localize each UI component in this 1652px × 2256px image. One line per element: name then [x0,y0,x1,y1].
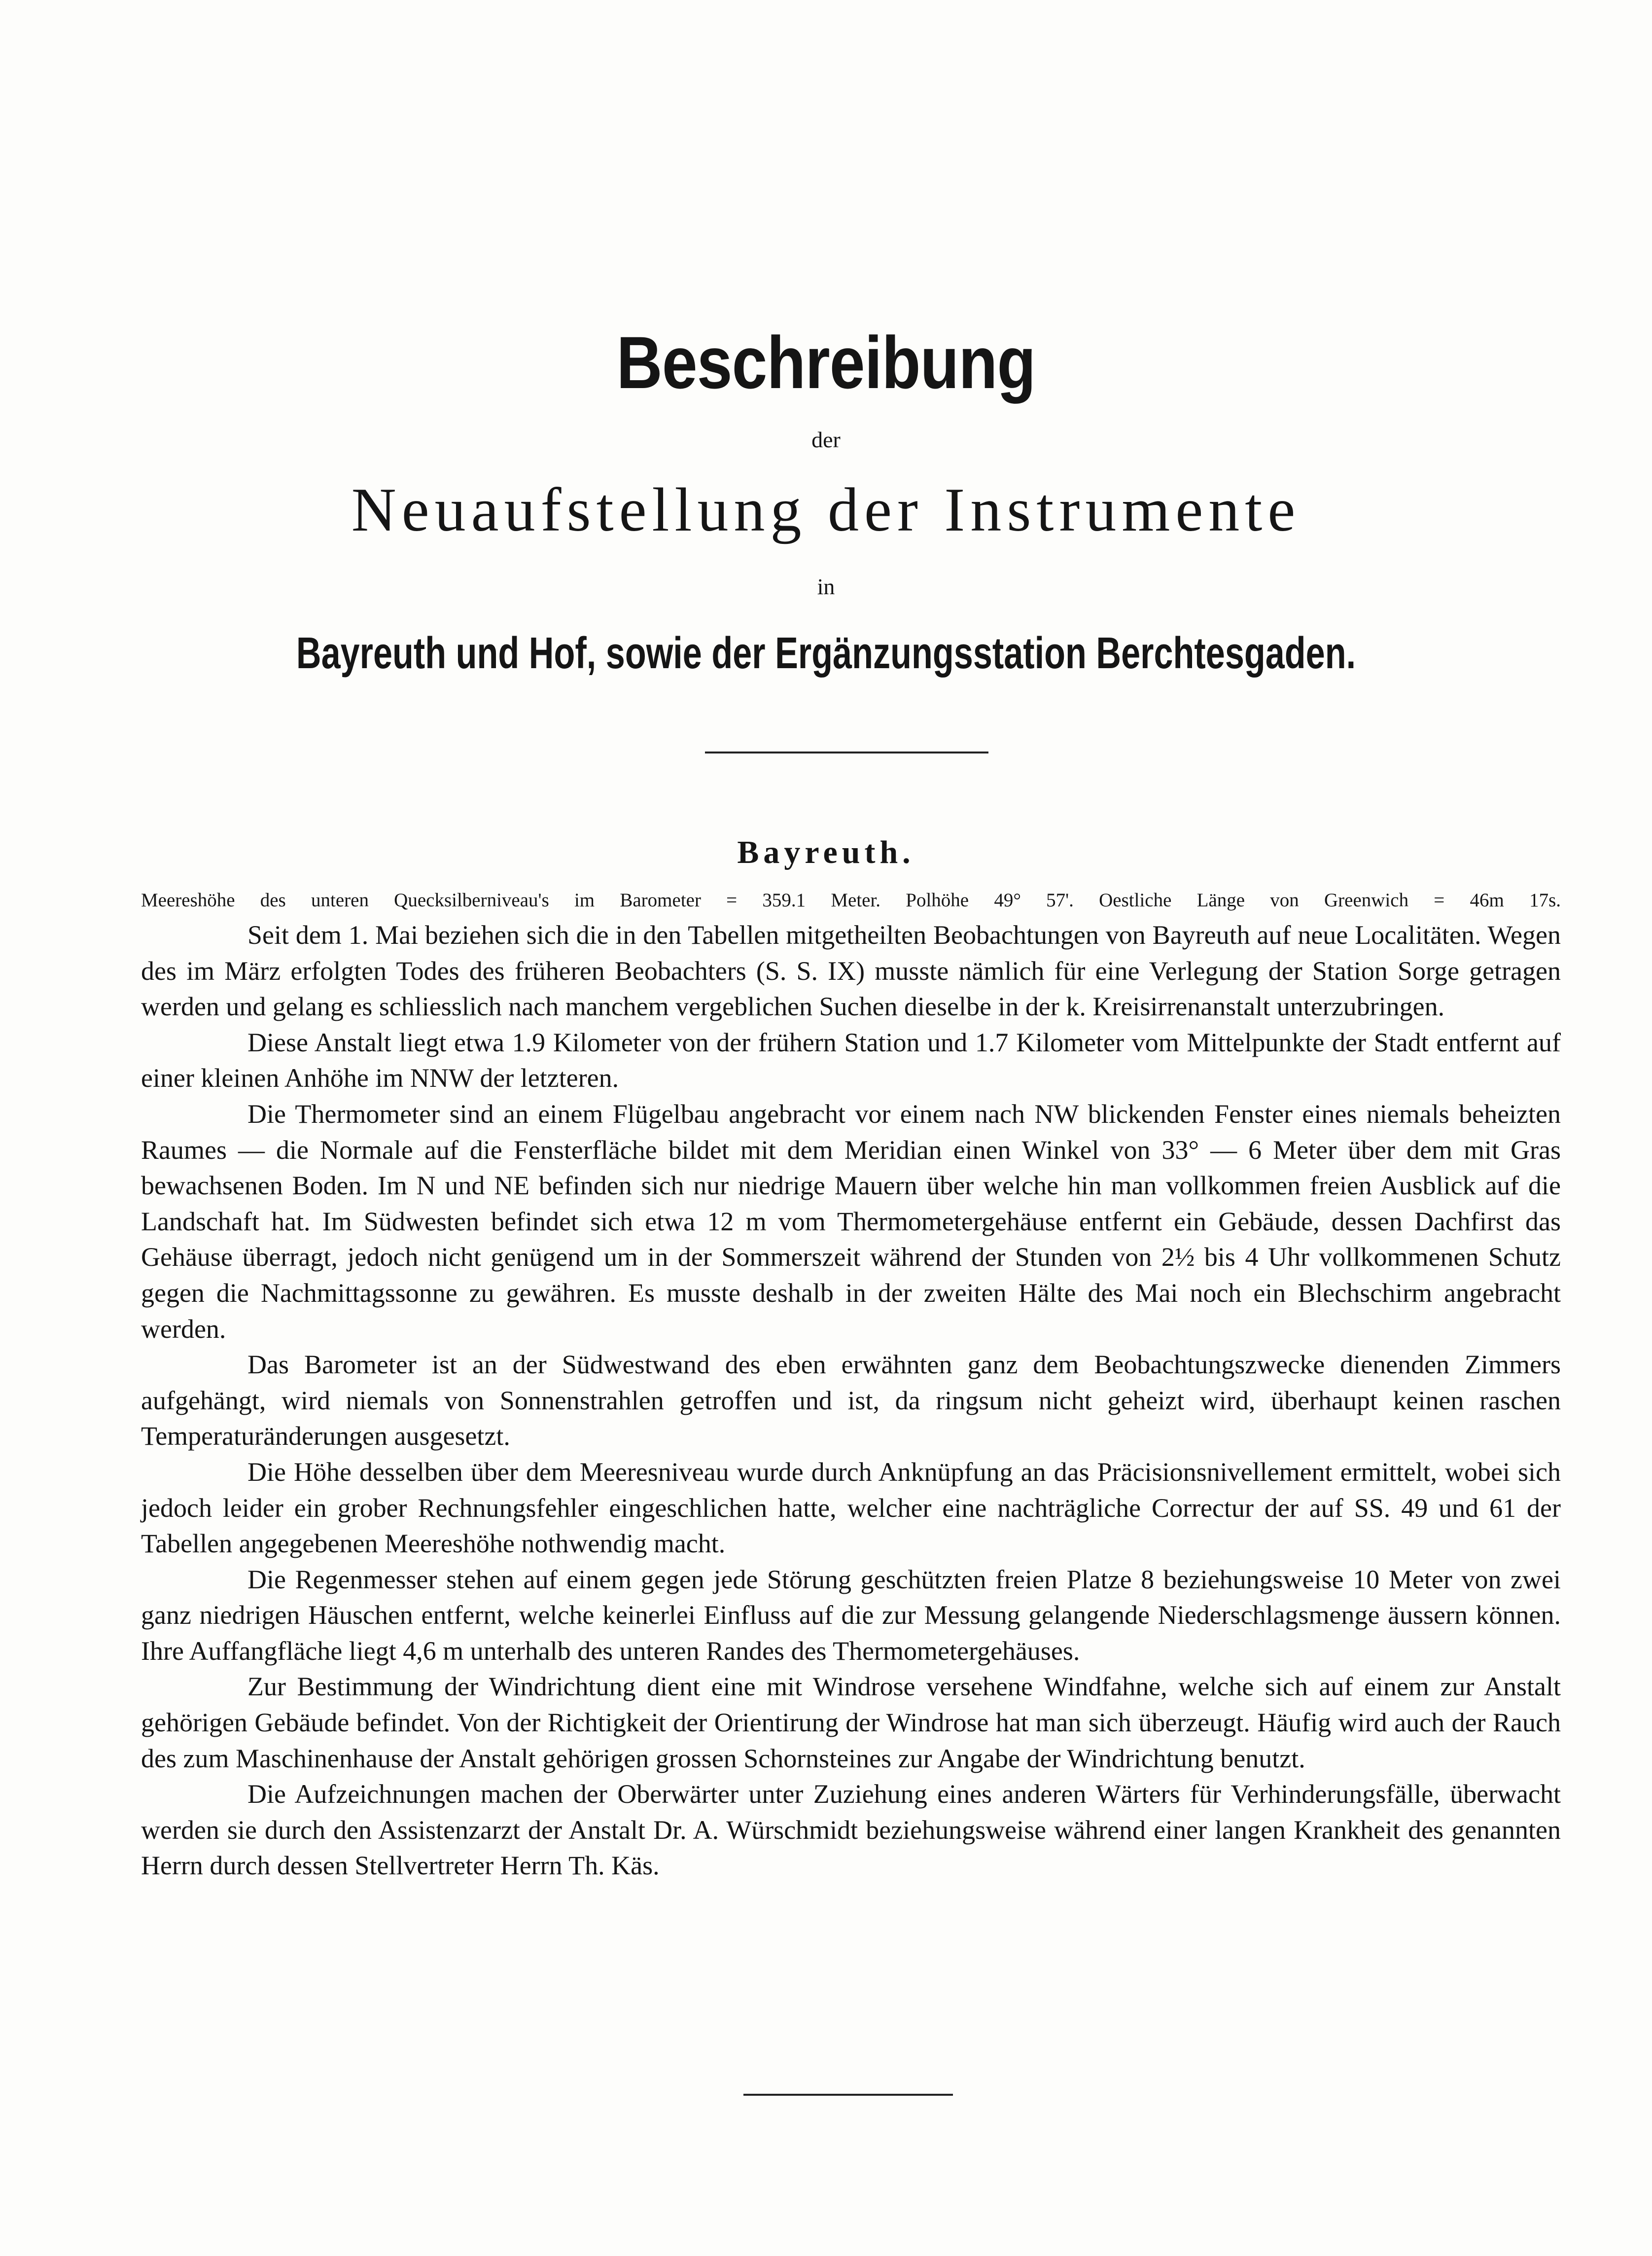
section-heading: Bayreuth. [737,834,915,870]
title-connector-in: in [817,574,835,599]
paragraph: Seit dem 1. Mai beziehen sich die in den Tabellen mitgetheilten Beobachtungen von Bayreuth auf neue Localitäten. Wegen des im März erfolgten Todes des früheren Beobachters (S. S. IX) musste nämlich für eine Verlegung der Station Sorge getragen werden und gelang es schliesslich nach manchem vergeblichen Suchen dieselbe in der k. Kreisirrenanstalt unterzubringen. [141,920,1561,1022]
divider-rule-bottom [743,2094,953,2096]
paragraph: Die Thermometer sind an einem Flügelbau angebracht vor einem nach NW blickenden Fenster eines niemals beheizten Raumes — die Normale auf die Fensterfläche bildet mit dem Meridian einen Winkel von 33° — 6 Meter über dem mit Gras bewachsenen Boden. Im N und NE befinden sich nur niedrige Mauern über welche hin man vollkommen freien Ausblick auf die Landschaft hat. Im Südwesten befindet sich etwa 12 m vom Thermometergehäuse entfernt ein Gebäude, dessen Dachfirst das Gehäuse überragt, jedoch nicht genügend um in der Sommerszeit während der Stunden von 2½ bis 4 Uhr vollkommenen Schutz gegen die Nachmittagssonne zu gewähren. Es musste deshalb in der zweiten Hälte des Mai noch ein Blechschirm angebracht werden. [141,1099,1561,1344]
section-body [141,917,1561,1884]
paragraph: Das Barometer ist an der Südwestwand des eben erwähnten ganz dem Beobachtungszwecke dienenden Zimmers aufgehängt, wird niemals von Sonnenstrahlen getroffen und ist, da ringsum nicht geheizt wird, überhaupt keinen raschen Temperaturänderungen ausgesetzt. [141,1350,1561,1451]
divider-rule-top [705,752,988,753]
document-subtitle: Neuaufstellung der Instrumente [351,476,1301,544]
paragraph: Die Höhe desselben über dem Meeresniveau wurde durch Anknüpfung an das Präcisionsnivellement ermittelt, wobei sich jedoch leider ein grober Rechnungsfehler eingeschlichen hatte, welcher eine nachträgliche Correctur der auf SS. 49 und 61 der Tabellen angegebenen Meereshöhe nothwendig macht. [141,1457,1561,1559]
paragraph: Die Aufzeichnungen machen der Oberwärter unter Zuziehung eines anderen Wärters für Verhinderungsfälle, überwacht werden sie durch den Assistenzarzt der Anstalt Dr. A. Würschmidt beziehungsweise während einer langen Krankheit des genannten Herrn durch dessen Stellvertreter Herrn Th. Käs. [141,1779,1561,1881]
paragraph: Die Regenmesser stehen auf einem gegen jede Störung geschützten freien Platze 8 beziehungsweise 10 Meter von zwei ganz niedrigen Häuschen entfernt, welche keinerlei Einfluss auf die zur Messung gelangende Niederschlagsmenge äussern können. Ihre Auffangfläche liegt 4,6 m unterhalb des unteren Randes des Thermometergehäuses. [141,1564,1561,1666]
document-locations: Bayreuth und Hof, sowie der Ergänzungsstation Berchtesgaden. [296,629,1356,678]
title-connector-der: der [811,427,841,452]
station-metadata-line: Meereshöhe des unteren Quecksilberniveau's im Barometer = 359.1 Meter. Polhöhe 49° 57'. Oestliche Länge von Greenwich = 46m 17s. [141,890,1561,911]
paragraph: Diese Anstalt liegt etwa 1.9 Kilometer von der frühern Station und 1.7 Kilometer vom Mittelpunkte der Stadt entfernt auf einer kleinen Anhöhe im NNW der letzteren. [141,1027,1561,1093]
paragraph: Zur Bestimmung der Windrichtung dient eine mit Windrose versehene Windfahne, welche sich auf einem zur Anstalt gehörigen Gebäude befindet. Von der Richtigkeit der Orientirung der Windrose hat man sich überzeugt. Häufig wird auch der Rauch des zum Maschinenhause der Anstalt gehörigen grossen Schornsteines zur Angabe der Windrichtung benutzt. [141,1672,1561,1773]
document-title: Beschreibung [616,321,1036,404]
